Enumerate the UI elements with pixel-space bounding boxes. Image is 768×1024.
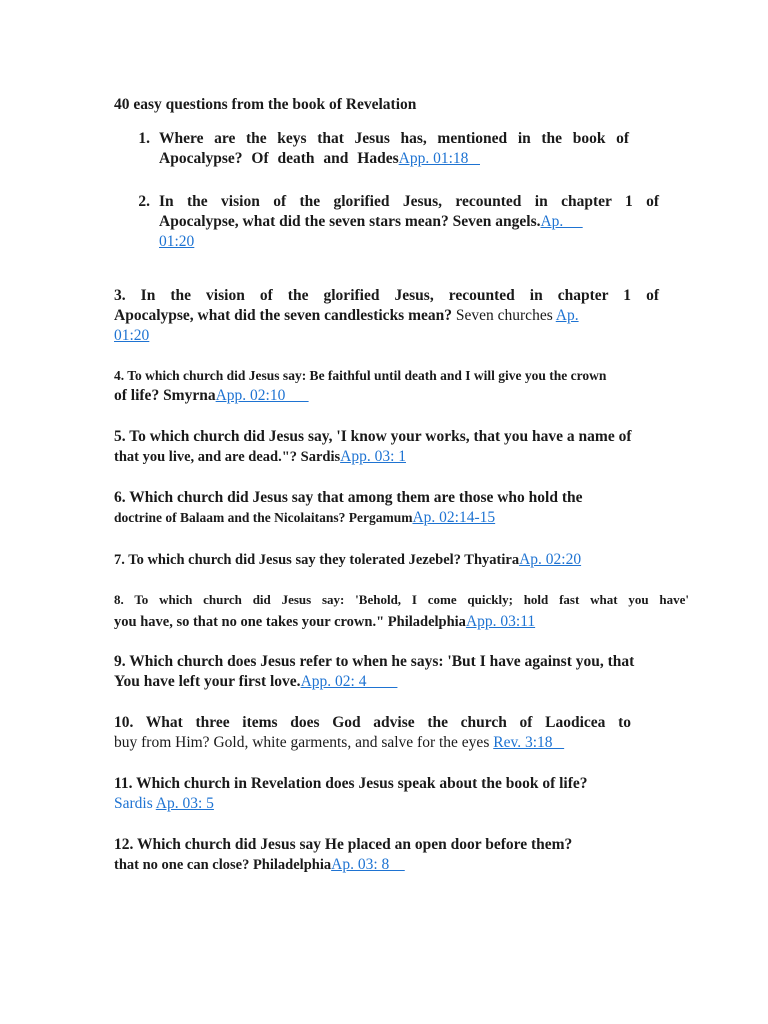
- question-3-text: Apocalypse, what did the seven candlesticks mean?: [114, 307, 453, 324]
- reference-link-4[interactable]: App. 02:10: [215, 387, 309, 404]
- question-6: [114, 488, 689, 528]
- question-8-text: you have, so that no one takes your crown." Philadelphia: [114, 614, 466, 630]
- reference-link-2b[interactable]: 01:20: [159, 233, 195, 250]
- list-number-2: 2.: [138, 193, 150, 210]
- reference-link-10[interactable]: Rev. 3:18: [493, 734, 565, 751]
- question-7-text: 7. To which church did Jesus say they tolerated Jezebel? Thyatira: [114, 552, 520, 568]
- question-4-text: of life? Smyrna: [114, 387, 216, 404]
- question-6-line-2: [114, 508, 689, 528]
- question-7: [114, 550, 689, 570]
- question-2-line-2: [159, 212, 659, 232]
- question-11: [114, 774, 689, 814]
- question-8-line-1: 8. To which church did Jesus say: 'Behold, I come quickly; hold fast what you have': [114, 592, 689, 607]
- question-9-text: You have left your first love.: [114, 673, 301, 690]
- reference-link-8[interactable]: App. 03:11: [465, 613, 536, 630]
- question-1-text: Apocalypse? Of death and Hades: [159, 150, 399, 167]
- reference-link-9[interactable]: App. 02: 4: [300, 673, 398, 690]
- reference-link-12[interactable]: Ap. 03: 8: [331, 856, 405, 873]
- reference-link-6[interactable]: Ap. 02:14-15: [412, 509, 496, 526]
- question-12: [114, 835, 689, 875]
- question-2-text: Apocalypse, what did the seven stars mean? Seven angels.: [159, 213, 541, 230]
- question-5-line-1: 5. To which church did Jesus say, 'I know your works, that you have a name of: [114, 428, 632, 445]
- question-5-text: that you live, and are dead."? Sardis: [114, 449, 341, 465]
- question-7-line-1: [114, 550, 689, 570]
- question-8: [114, 590, 689, 632]
- list-number-1: 1.: [138, 130, 150, 147]
- question-2-line-1: In the vision of the glorified Jesus, recounted in chapter 1 of: [159, 193, 659, 210]
- question-2-line-3: [159, 232, 659, 252]
- answer-3: Seven churches: [452, 307, 556, 324]
- reference-link-3a[interactable]: Ap.: [555, 307, 579, 324]
- question-9: [114, 652, 689, 692]
- reference-link-5[interactable]: App. 03: 1: [340, 448, 406, 465]
- question-10: [114, 713, 631, 753]
- question-8-line-2: [114, 612, 689, 632]
- question-1: [159, 129, 629, 169]
- question-4-line-2: [114, 386, 689, 406]
- question-10-line-2: [114, 733, 631, 753]
- question-6-line-1: 6. Which church did Jesus say that among them are those who hold the: [114, 489, 583, 506]
- question-6-text: doctrine of Balaam and the Nicolaitans? Pergamum: [114, 510, 413, 525]
- question-3-line-1: 3. In the vision of the glorified Jesus, recounted in chapter 1 of: [114, 287, 659, 304]
- reference-link-7[interactable]: Ap. 02:20: [519, 551, 582, 568]
- question-5: [114, 427, 689, 467]
- question-12-line-2: [114, 855, 689, 875]
- reference-link-3b[interactable]: 01:20: [114, 327, 150, 344]
- answer-11: Sardis: [114, 795, 156, 812]
- question-9-line-2: [114, 672, 689, 692]
- question-3-line-3: [114, 326, 659, 346]
- question-11-line-2: [114, 794, 689, 814]
- reference-link-2a[interactable]: Ap.: [540, 213, 583, 230]
- question-10-text: buy from Him? Gold, white garments, and salve for the eyes: [114, 734, 494, 751]
- question-2: [159, 192, 659, 252]
- question-1-line-1: Where are the keys that Jesus has, mentioned in the book of: [159, 130, 629, 147]
- document-title: 40 easy questions from the book of Revelation: [114, 96, 417, 113]
- question-12-line-1: 12. Which church did Jesus say He placed an open door before them?: [114, 836, 573, 853]
- question-5-line-2: [114, 447, 689, 467]
- question-11-line-1: 11. Which church in Revelation does Jesus speak about the book of life?: [114, 775, 588, 792]
- reference-link-11[interactable]: Ap. 03: 5: [155, 795, 214, 812]
- question-4: [114, 366, 689, 406]
- question-10-line-1: 10. What three items does God advise the church of Laodicea to: [114, 714, 631, 731]
- question-9-line-1: 9. Which church does Jesus refer to when he says: 'But I have against you, that: [114, 653, 635, 670]
- question-4-line-1: 4. To which church did Jesus say: Be faithful until death and I will give you the crown: [114, 368, 607, 383]
- question-12-text: that no one can close? Philadelphia: [114, 857, 332, 873]
- question-3-line-2: [114, 306, 659, 326]
- question-3: [114, 286, 659, 346]
- question-1-line-2: [159, 149, 629, 169]
- reference-link-1[interactable]: App. 01:18: [398, 150, 480, 167]
